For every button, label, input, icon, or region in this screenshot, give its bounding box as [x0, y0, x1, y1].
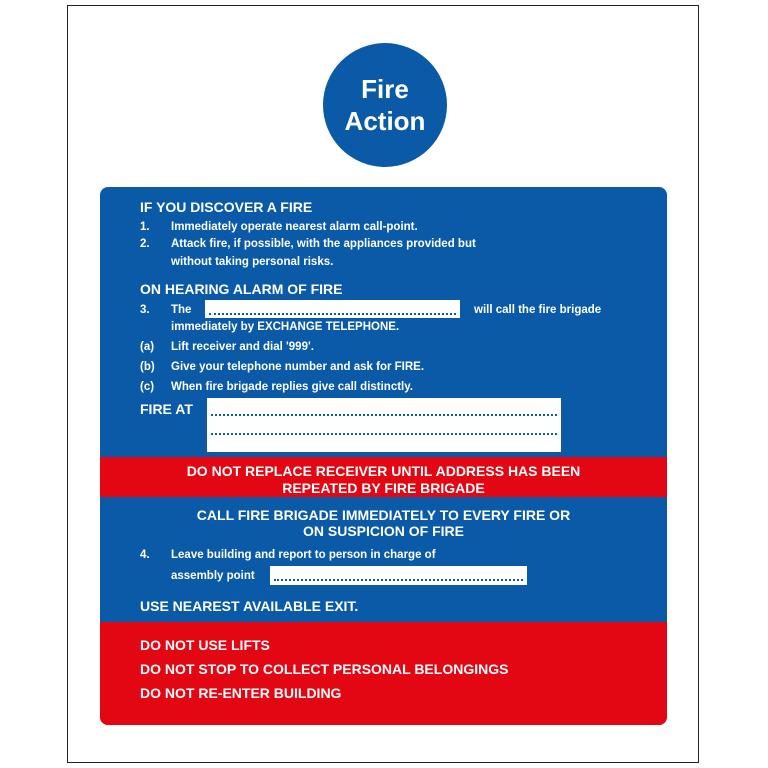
- subitem-label: (b): [140, 361, 155, 373]
- item-text: Attack fire, if possible, with the appliances provided but: [171, 238, 476, 250]
- assembly-point-field[interactable]: [270, 566, 527, 585]
- item-number: 2.: [140, 238, 150, 250]
- item-text-cont: immediately by EXCHANGE TELEPHONE.: [171, 321, 400, 333]
- discover-heading: IF YOU DISCOVER A FIRE: [140, 199, 313, 215]
- exit-instruction: USE NEAREST AVAILABLE EXIT.: [140, 598, 359, 614]
- item-text-cont: without taking personal risks.: [171, 256, 334, 268]
- item-number: 1.: [140, 221, 150, 233]
- fire-address-field[interactable]: [207, 398, 561, 452]
- fire-at-label: FIRE AT: [140, 401, 193, 417]
- title-circle: [323, 43, 447, 167]
- subitem-label: (c): [140, 381, 155, 393]
- subitem-text: When fire brigade replies give call distinctly.: [171, 381, 413, 393]
- item-number: 3.: [140, 304, 150, 316]
- receiver-warning-line-1: DO NOT REPLACE RECEIVER UNTIL ADDRESS HAS BEEN: [186, 463, 581, 479]
- item-number: 4.: [140, 549, 150, 561]
- subitem-label: (a): [140, 341, 155, 353]
- dont-item: DO NOT STOP TO COLLECT PERSONAL BELONGINGS: [140, 661, 509, 677]
- responsible-person-field[interactable]: [205, 300, 460, 318]
- subitem-text: Give your telephone number and ask for FIRE.: [171, 361, 425, 373]
- item-text: The: [171, 304, 192, 316]
- call-brigade-line-1: CALL FIRE BRIGADE IMMEDIATELY TO EVERY FIRE OR: [196, 507, 571, 523]
- title-line-2: Action: [344, 106, 426, 136]
- dont-item: DO NOT USE LIFTS: [140, 637, 270, 653]
- item-text: will call the fire brigade: [474, 304, 602, 316]
- item-text-cont: assembly point: [171, 570, 255, 582]
- dont-item: DO NOT RE-ENTER BUILDING: [140, 685, 342, 701]
- instructions-panel: [100, 187, 667, 725]
- receiver-warning-line-2: REPEATED BY FIRE BRIGADE: [282, 480, 485, 496]
- item-text: Immediately operate nearest alarm call-point.: [171, 221, 418, 233]
- title-line-1: Fire: [361, 74, 409, 104]
- subitem-text: Lift receiver and dial '999'.: [171, 341, 314, 353]
- alarm-heading: ON HEARING ALARM OF FIRE: [140, 281, 343, 297]
- item-text: Leave building and report to person in charge of: [171, 549, 436, 561]
- call-brigade-line-2: ON SUSPICION OF FIRE: [302, 523, 464, 539]
